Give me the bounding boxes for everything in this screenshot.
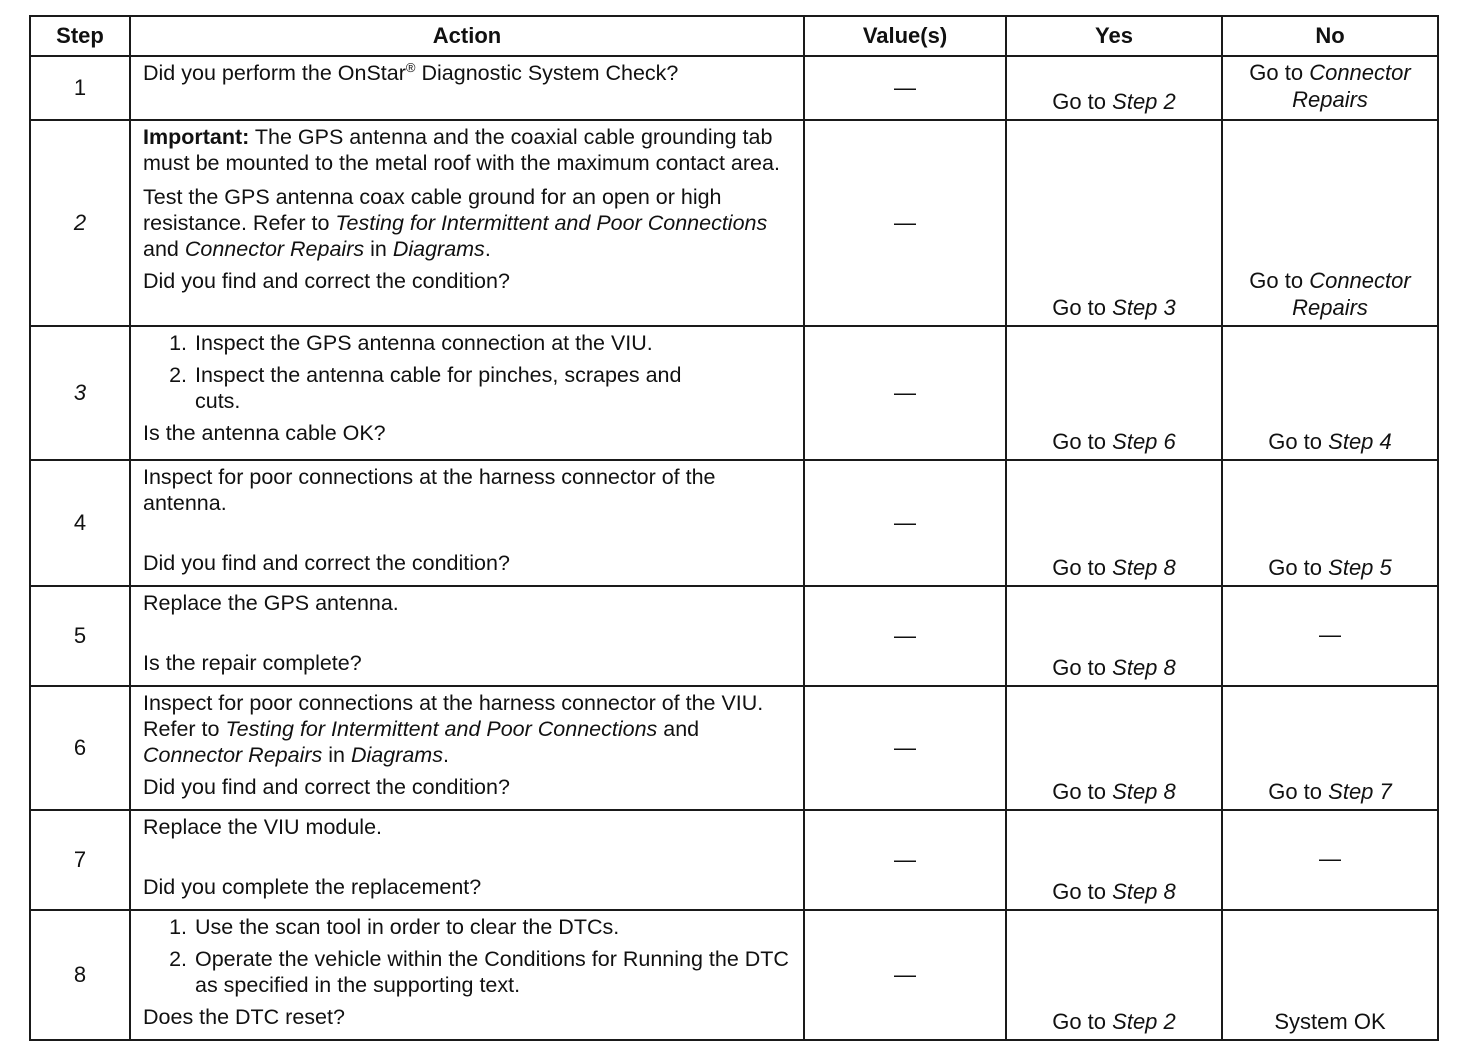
action-question: Did you find and correct the condition? bbox=[143, 775, 510, 799]
step-link[interactable]: Step 6 bbox=[1112, 429, 1176, 454]
value-cell: — bbox=[804, 120, 1006, 326]
header-action: Action bbox=[130, 16, 804, 56]
table-row bbox=[30, 810, 1438, 910]
action-question: Did you find and correct the condition? bbox=[143, 551, 510, 575]
yes-cell: Go to Step 2 bbox=[1006, 910, 1222, 1040]
step-link[interactable]: Step 8 bbox=[1112, 555, 1176, 580]
list-item: 2. Operate the vehicle within the Conditions for Running the DTC as specified in the supporting text. bbox=[169, 947, 789, 997]
action-question: Is the repair complete? bbox=[143, 651, 362, 675]
header-step: Step bbox=[30, 16, 130, 56]
no-cell: System OK bbox=[1222, 910, 1438, 1040]
important-note: Important: The GPS antenna and the coaxial cable grounding tab must be mounted to the metal roof with the maximum contact area. bbox=[143, 125, 780, 175]
no-cell: — bbox=[1222, 810, 1438, 910]
step-link[interactable]: Step 2 bbox=[1112, 89, 1176, 114]
yes-cell: Go to Step 6 bbox=[1006, 326, 1222, 460]
action-cell bbox=[130, 910, 804, 1040]
value-cell: — bbox=[804, 460, 1006, 586]
step-link[interactable]: Step 7 bbox=[1328, 779, 1392, 804]
yes-cell: Go to Step 8 bbox=[1006, 460, 1222, 586]
action-cell bbox=[130, 810, 804, 910]
action-question: Did you perform the OnStar® Diagnostic System Check? bbox=[143, 59, 679, 85]
value-cell: — bbox=[804, 810, 1006, 910]
action-text: Test the GPS antenna coax cable ground for an open or high resistance. Refer to Testing for Intermittent and Poor Connections and Connector Repairs in Diagrams. bbox=[143, 185, 768, 261]
table-row bbox=[30, 586, 1438, 686]
connector-repairs-link[interactable]: Connector bbox=[1309, 268, 1411, 293]
action-question: Did you find and correct the condition? bbox=[143, 269, 510, 293]
no-cell: Go to Step 4 bbox=[1222, 326, 1438, 460]
step-number: 6 bbox=[30, 686, 130, 810]
no-cell: Go to Connector Repairs bbox=[1222, 120, 1438, 326]
step-link[interactable]: Step 8 bbox=[1112, 879, 1176, 904]
yes-cell: Go to Step 2 bbox=[1006, 56, 1222, 120]
step-number: 5 bbox=[30, 586, 130, 686]
no-cell: — bbox=[1222, 586, 1438, 686]
no-cell: Go to Step 7 bbox=[1222, 686, 1438, 810]
step-number: 8 bbox=[30, 910, 130, 1040]
action-cell bbox=[130, 586, 804, 686]
table-row bbox=[30, 120, 1438, 326]
step-link[interactable]: Step 2 bbox=[1112, 1009, 1176, 1034]
yes-cell: Go to Step 8 bbox=[1006, 586, 1222, 686]
yes-cell: Go to Step 8 bbox=[1006, 810, 1222, 910]
step-link[interactable]: Step 4 bbox=[1328, 429, 1392, 454]
value-cell: — bbox=[804, 326, 1006, 460]
value-cell: — bbox=[804, 56, 1006, 120]
step-link[interactable]: Step 5 bbox=[1328, 555, 1392, 580]
list-item: 2. Inspect the antenna cable for pinches, scrapes and cuts. bbox=[169, 363, 682, 413]
step-number: 3 bbox=[30, 326, 130, 460]
table-row bbox=[30, 326, 1438, 460]
action-cell bbox=[130, 56, 804, 120]
action-question: Is the antenna cable OK? bbox=[143, 421, 386, 445]
action-cell bbox=[130, 460, 804, 586]
table-row bbox=[30, 56, 1438, 120]
value-cell: — bbox=[804, 686, 1006, 810]
header-yes: Yes bbox=[1006, 16, 1222, 56]
no-cell: Go to Step 5 bbox=[1222, 460, 1438, 586]
action-text: Inspect for poor connections at the harness connector of the VIU. Refer to Testing for Intermittent and Poor Connections and Connector Repairs in Diagrams. bbox=[143, 691, 764, 767]
action-cell bbox=[130, 120, 804, 326]
diagnostic-table bbox=[29, 15, 1439, 1041]
yes-cell: Go to Step 3 bbox=[1006, 120, 1222, 326]
header-row bbox=[30, 16, 1438, 56]
step-number: 7 bbox=[30, 810, 130, 910]
step-number: 4 bbox=[30, 460, 130, 586]
list-item: 1. Use the scan tool in order to clear the DTCs. bbox=[169, 915, 620, 939]
action-text: Replace the GPS antenna. bbox=[143, 591, 399, 615]
step-number: 1 bbox=[30, 56, 130, 120]
value-cell: — bbox=[804, 586, 1006, 686]
table-row bbox=[30, 460, 1438, 586]
value-cell: — bbox=[804, 910, 1006, 1040]
action-question: Does the DTC reset? bbox=[143, 1005, 345, 1029]
list-item: 1. Inspect the GPS antenna connection at the VIU. bbox=[169, 331, 653, 355]
action-text: Inspect for poor connections at the harness connector of the antenna. bbox=[143, 465, 716, 515]
header-values: Value(s) bbox=[804, 16, 1006, 56]
table-row bbox=[30, 686, 1438, 810]
step-link[interactable]: Step 8 bbox=[1112, 655, 1176, 680]
no-cell: Go to Connector Repairs bbox=[1222, 56, 1438, 120]
step-link[interactable]: Step 3 bbox=[1112, 295, 1176, 320]
yes-cell: Go to Step 8 bbox=[1006, 686, 1222, 810]
step-link[interactable]: Step 8 bbox=[1112, 779, 1176, 804]
table-row bbox=[30, 910, 1438, 1040]
header-no: No bbox=[1222, 16, 1438, 56]
step-number: 2 bbox=[30, 120, 130, 326]
action-text: Replace the VIU module. bbox=[143, 815, 383, 839]
action-question: Did you complete the replacement? bbox=[143, 875, 482, 899]
action-cell bbox=[130, 326, 804, 460]
action-cell bbox=[130, 686, 804, 810]
connector-repairs-link[interactable]: Connector bbox=[1309, 60, 1411, 85]
